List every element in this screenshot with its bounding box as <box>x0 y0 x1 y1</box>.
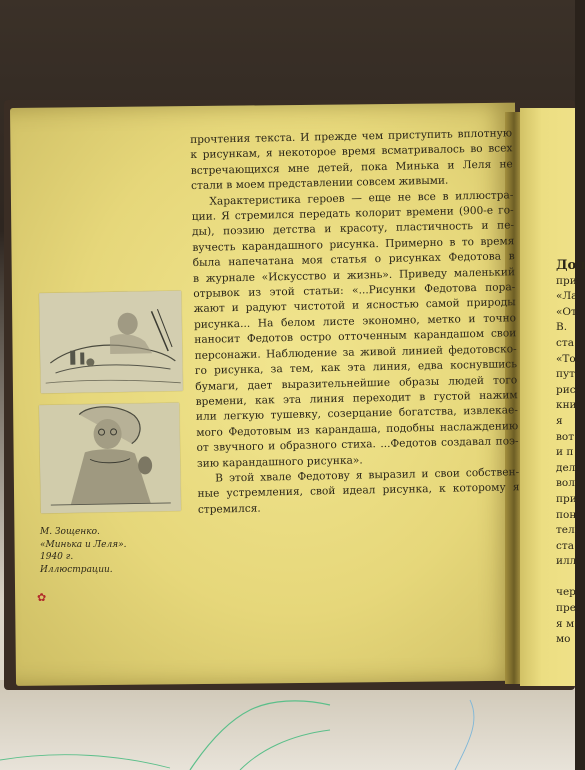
right-page-fragment: и п <box>556 446 574 459</box>
text-line: отрывок из этой статьи: «...Рисунки Федотова пора- <box>193 281 516 301</box>
right-page-fragment: кни <box>556 399 577 412</box>
right-page-fragment: пон <box>556 508 577 521</box>
text-line: вучесть карандашного рисунка. Примерно в то время <box>192 235 515 254</box>
right-page-fragment: мо <box>556 633 571 646</box>
text-line: стали в моем представлении совсем живыми. <box>190 174 449 193</box>
text-line: зию карандашного рисунка». <box>196 453 363 470</box>
text-line: от звучного и образного стиха. ...Федотов создавал поэ- <box>196 435 519 455</box>
right-page-text <box>556 258 585 648</box>
text-line: в журнале «Искусство и жизнь». Приведу маленький <box>192 265 516 285</box>
text-line: бумаги, дает выразительнейшие образы людей того <box>195 373 518 393</box>
right-page-fragment: В. <box>556 321 568 334</box>
right-page-fragment: «Ла <box>556 290 578 303</box>
right-page-fragment: пут <box>556 368 575 381</box>
right-page-fragment: илл <box>556 555 577 568</box>
right-page-fragment: при <box>556 492 577 505</box>
right-page-fragment: чер <box>556 586 576 599</box>
text-line: стремился. <box>197 502 261 516</box>
caption-note: Иллюстрации. <box>40 564 113 575</box>
illustration-old-woman <box>39 403 181 513</box>
text-line: была напечатана моя статья о рисунках Федотова в <box>192 250 515 270</box>
caption-year: 1940 г. <box>40 552 74 562</box>
caption-title: «Минька и Леля». <box>40 539 127 550</box>
text-line: рисунка... На белом листе экономно, метко и точно <box>193 312 517 331</box>
right-page-fragment: пре <box>556 602 576 615</box>
text-line: ные устремления, свой идеал рисунка, к которому я <box>197 481 520 501</box>
text-line: мого Федотовым из карандаша, подобны наслаждению <box>196 419 519 439</box>
right-page-fragment: вот <box>556 430 575 443</box>
text-line: ции. Я стремился передать колорит времени (900-е го- <box>191 204 514 224</box>
green-pen-scribble <box>0 680 575 770</box>
text-line: встречающихся мне детей, пока Минька и Леля не <box>190 158 513 177</box>
text-line: наносит Федотов остро отточенным карандашом свои <box>194 327 517 347</box>
right-page-fragment: я м <box>556 617 575 630</box>
right-page-fragment: вол <box>556 477 575 490</box>
body-text <box>190 126 520 518</box>
text-line: Характеристика героев — еще не все в иллюстра- <box>209 188 514 208</box>
illustration-caption <box>40 526 150 576</box>
right-page-fragment: я <box>556 414 563 427</box>
right-page-fragment: ста <box>556 336 574 349</box>
flower-ornament-icon: ✿ <box>37 591 47 604</box>
right-page-fragment: дел <box>556 461 576 474</box>
right-page-fragment: ста <box>556 539 574 552</box>
right-page-fragment <box>556 570 580 586</box>
right-page-fragment: «То <box>556 352 576 365</box>
right-page-fragment: рис <box>556 383 576 396</box>
text-line: ды), поэзию детства и красоту, пластичность и пе- <box>191 219 515 239</box>
text-line: персонажи. Наблюдение за живой линией федотовско- <box>194 342 517 362</box>
text-line: к рисункам, я некоторое время всматривалось во всех <box>190 142 513 162</box>
caption-author: М. Зощенко. <box>40 527 100 537</box>
right-page-fragment: Дол <box>556 258 585 273</box>
text-line: прочтения текста. И прежде чем приступить вплотную <box>190 127 513 146</box>
text-line: или легкую тушевку, созерцание богатства, извлекае- <box>195 404 519 424</box>
text-line: В этой хвале Федотову я выразил и свои собствен- <box>215 466 520 485</box>
right-page-fragment: при <box>556 274 577 287</box>
right-page-fragment: «От <box>556 305 577 318</box>
illustration-sleeping-child <box>39 291 183 393</box>
text-line: времени, как эта линия переходит в густой нажим <box>195 389 518 408</box>
right-page-fragment: тел <box>556 524 575 537</box>
text-line: жают и радуют чистотой и ясностью самой природы <box>193 296 516 316</box>
text-line: го рисунка, за тем, как эта линия, едва коснувшись <box>194 358 518 378</box>
